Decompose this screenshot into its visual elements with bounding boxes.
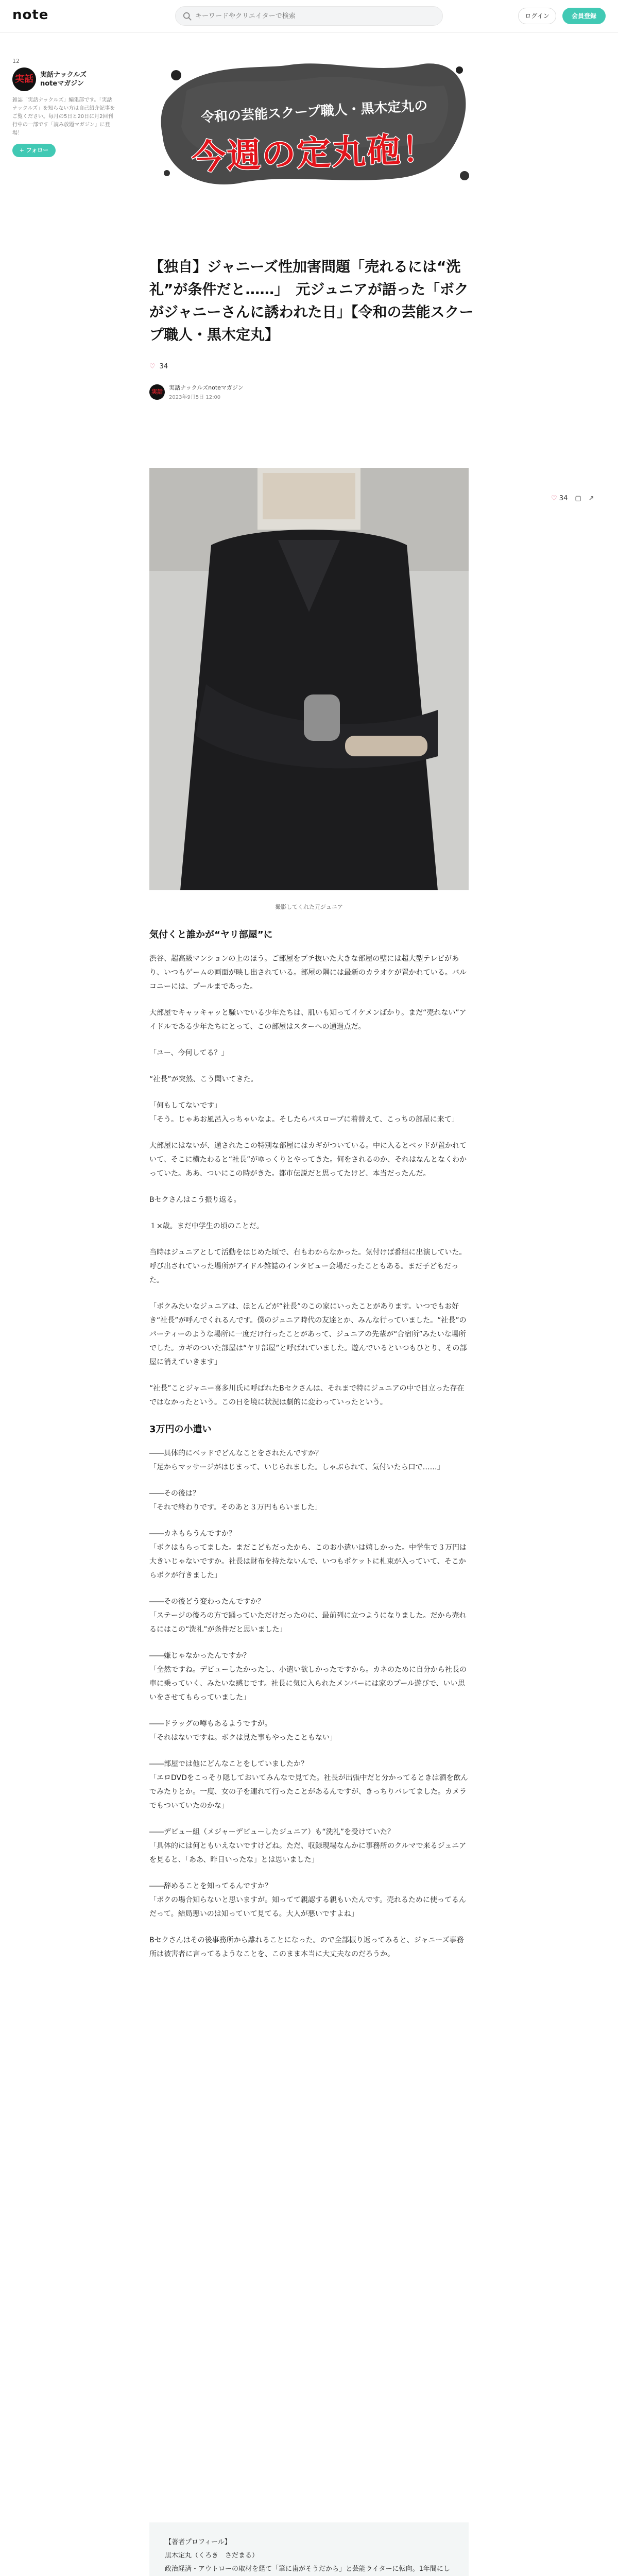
paragraph: Bセクさんはその後事務所から離れることになった。ので全部振り返ってみると、ジャニーズ事務所は被害者に言ってるようなことを、このまま本当に大丈夫なのだろうか。 (149, 1936, 464, 1958)
profile-text: 政治経済・アウトローの取材を経て「筆に歯がそうだから」と芸能ライターに転向。1年間にし (165, 2565, 450, 2573)
person-plus-icon: + (19, 147, 26, 154)
article-photo (149, 468, 469, 890)
search-icon (183, 12, 192, 21)
floating-like-count: 34 (559, 495, 568, 502)
profile-name: 黒木定丸（くろき さだまる） (165, 2552, 259, 2560)
paragraph: ――辞めることを知ってるんですか？ 「ボクの場合知らないと思いますが。知ってて親認する親もいたんです。売れるために使ってるんだって。結局悪いのは知っていて見てる。大人が悪いですよね」 (149, 1882, 466, 1918)
publish-date: 2023年9月5日 12:00 (169, 395, 221, 400)
paragraph: ――カネもらうんですか？ 「ボクはもらってました。まだこどもだったから、このお小遣いは嬉しかった。中学生で３万円は大きいじゃないですか。社長は財布を持たないんで、いつもポケットに札束が入っていて、そこからボクが行きました」 (149, 1530, 467, 1580)
note-logo[interactable]: note (12, 7, 49, 23)
paragraph: “社長”が突然、こう聞いてきた。 (149, 1075, 258, 1083)
paragraph: ――デビュー組（メジャーデビューしたジュニア）も“洗礼”を受けていた？ 「具体的には何ともいえないですけどね。ただ、収録現場なんかに事務所のクルマで来るジュニアを見ると、「ああ、昨日いったな」とは思いました」 (149, 1828, 467, 1864)
author-card (12, 58, 115, 157)
like-count: 34 (159, 363, 168, 370)
hero-subtitle: 令和の芸能スクープ職人・黒木定丸の (200, 98, 428, 126)
paragraph: ――その後どう変わったんですか？ 「ステージの後ろの方で踊っていただけだったのに、最前列に立つようになりました。だから売れるにはこの“洗礼”が条件だと思いました」 (149, 1598, 467, 1634)
section-heading: 気付くと誰かが“ヤリ部屋”に (149, 929, 273, 940)
follow-label: フォロー (26, 147, 49, 154)
paragraph: 渋谷、超高級マンションの上のほう。ご部屋をプチ抜いた大きな部屋の壁には超大型テレビがあり、いつもゲームの画面が映し出されている。部屋の隅には最新のカラオケが置かれている。バルコニーには、プールまであった。 (149, 955, 467, 991)
avatar[interactable]: 実話 (149, 384, 165, 400)
paragraph: ――具体的にベッドでどんなことをされたんですか？ 「足からマッサージがはじまって、いじられました。しゃぶられて、気付いたら口で……」 (149, 1449, 444, 1471)
author-name[interactable]: 実話ナックルズ noteマガジン (40, 71, 87, 88)
profile-heading: 【著者プロフィール】 (165, 2538, 231, 2546)
paragraph: 「何もしてないです」 「そう。じゃあお風呂入っちゃいなよ。そしたらバスローブに着替えて、こっちの部屋に来て」 (149, 1101, 459, 1124)
comment-icon[interactable]: ▢ (575, 495, 581, 502)
top-bar (0, 0, 618, 33)
paragraph: ――ドラッグの噂もあるようですが。 「それはないですね。ボクは見た事もやったこともない」 (149, 1720, 337, 1742)
floating-like[interactable] (551, 495, 568, 502)
article-body (149, 927, 469, 1974)
search-box[interactable] (175, 6, 443, 26)
paragraph: ――部屋では他にどんなことをしていましたか？ 「エロDVDをこっそり隠しておいてみんなで見てた。社長が出張中だと分かってるときは酒を飲んでみたりとか。一度、女の子を連れて行ったことがあるんですが、きっちりバレてました。カメラでもついていたのかな」 (149, 1760, 468, 1810)
paragraph: ――その後は？ 「それで終わりです。そのあと３万円もらいました」 (149, 1489, 322, 1512)
paragraph: 「ユー、今何してる？」 (149, 1049, 229, 1057)
article-meta (149, 383, 244, 400)
avatar[interactable] (12, 67, 36, 91)
author-name-small[interactable]: 実話ナックルズnoteマガジン (169, 384, 244, 391)
photo-illustration (149, 468, 469, 890)
paragraph: 大部屋にはないが、通されたこの特別な部屋にはカギがついている。中に入るとベッドが置かれていて、そこに横たわると“社長”がゆっくりとやってきた。何をされるのか、それはなんとなくわかっていた。ああ、ついにこの時がきた。都市伝説だと思ってたけど、本当だったんだ。 (149, 1142, 467, 1178)
hero-main-title: 今週の定丸砲！ (191, 129, 438, 178)
author-profile-box (149, 2522, 469, 2576)
signup-button[interactable]: 会員登録 (562, 8, 606, 24)
paragraph: １×歳。まだ中学生の頃のことだ。 (149, 1222, 264, 1230)
follow-button[interactable] (12, 144, 56, 157)
paragraph: “社長”ことジャニー喜多川氏に呼ばれたBセクさんは、それまで特にジュニアの中で目立った存在ではなかったという。この日を境に状況は劇的に変わっていったという。 (149, 1384, 465, 1406)
heart-icon: ♡ (551, 495, 557, 502)
heart-icon: ♡ (149, 363, 156, 370)
floating-reaction-bar (551, 495, 594, 502)
share-icon[interactable]: ↗ (588, 495, 594, 502)
badge-count: 12 (12, 58, 20, 64)
login-button[interactable]: ログイン (518, 8, 556, 24)
paragraph: 当時はジュニアとして活動をはじめた頃で、右もわからなかった。気付けば番組に出演していた。呼び出されていった場所がアイドル雑誌のインタビュー会場だったこともある。まだ子どもだった。 (149, 1248, 467, 1284)
section-heading: 3万円の小遣い (149, 1424, 212, 1435)
hero-banner (149, 45, 479, 200)
search-input[interactable] (195, 7, 437, 25)
article-title: 【独自】ジャニーズ性加害問題「売れるには“洗礼”が条件だと……」 元ジュニアが語った「ボクがジャニーさんに誘われた日」【令和の芸能スクープ職人・黒木定丸】 (149, 258, 474, 343)
paragraph: 大部屋でキャッキャッと騒いでいる少年たちは、肌いも知ってイケメンばかり。まだ“売れない”アイドルである少年たちにとって、この部屋はスターへの通過点だ。 (149, 1009, 467, 1031)
paragraph: Bセクさんはこう振り返る。 (149, 1196, 241, 1204)
paragraph: 「ボクみたいなジュニアは、ほとんどが“社長”のこの家にいったことがあります。いつでもお好き“社長”が呼んでくれるんです。僕のジュニア時代の友達とか、みんな行っていました。“社長”のパーティーのような場所に一度だけ行ったことがあって、ジュニアの先輩が“合宿所”みたいな場所でした。カギのついた部屋は“ヤリ部屋”と呼ばれていました。遊んでいるといつもひとり、その部屋に消えていきます」 (149, 1302, 467, 1366)
like-count-top[interactable] (149, 363, 168, 370)
photo-caption: 撮影してくれた元ジュニア (275, 904, 343, 910)
author-description: 雑誌「実話ナックルズ」編集部です。「実話ナックルズ」を知らない方は自己紹介記事をご覧ください。毎月の5日と20日に月2回刊行中の一部です「読み放題マガジン」に登場！ (12, 97, 115, 136)
paragraph: ――嫌じゃなかったんですか？ 「全然ですね。デビューしたかったし、小遣い欲しかったですから。カネのために自分から社長の車に乗っていく、みたいな感じです。社長に気に入られたメンバーには家のプール遊びで、いい思いをさせてもらっていました」 (149, 1652, 467, 1702)
avatar-text: 実話 (15, 74, 33, 84)
